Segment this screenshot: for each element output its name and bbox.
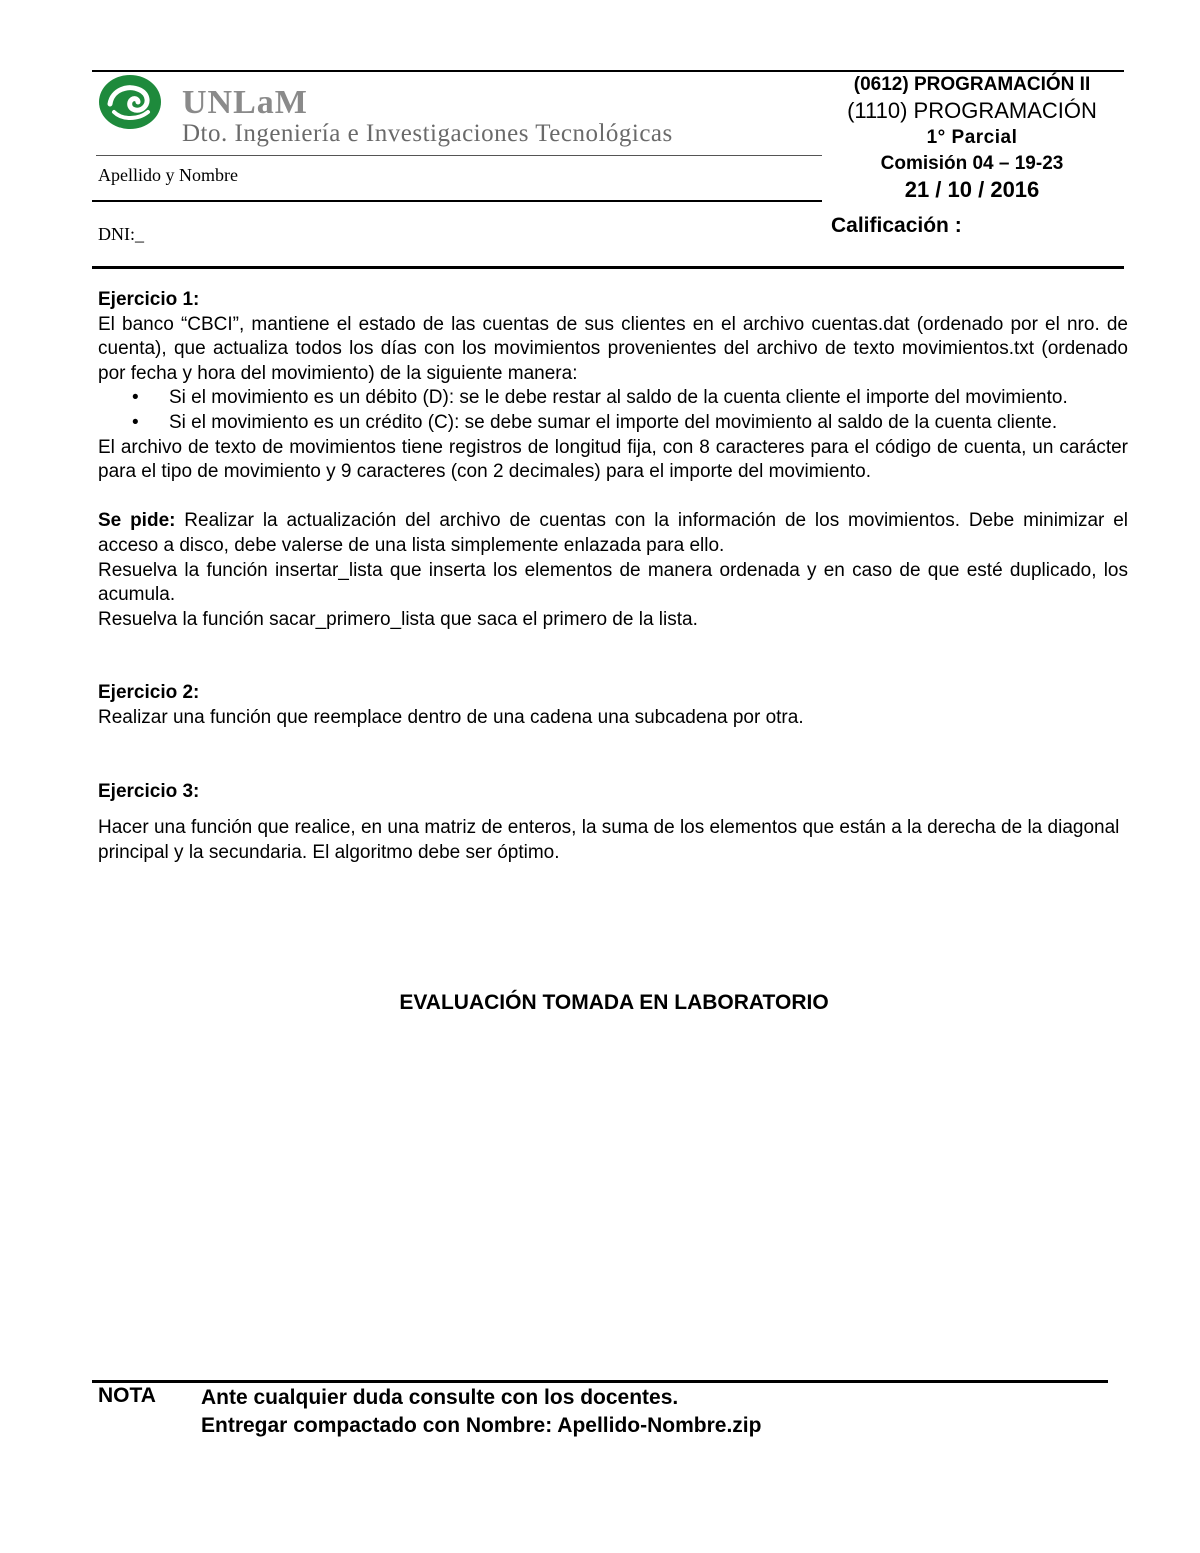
unlam-logo-icon (98, 74, 162, 130)
bullet-icon: • (132, 411, 139, 433)
header-bottom-rule (92, 266, 1124, 269)
se-pide-text: Realizar la actualización del archivo de cuentas con la información de los movimientos. Debe minimizar el acceso a disco, debe valerse de una lista simplemente enlazada para ello. (98, 510, 1128, 556)
exercise-1-insertar: Resuelva la función insertar_lista que inserta los elementos de manera ordenada y en caso de que esté duplicado, los acumula. (98, 559, 1128, 606)
department-name: Dto. Ingeniería e Investigaciones Tecnológicas (182, 120, 673, 147)
exercise-1-sacar: Resuelva la función sacar_primero_lista que saca el primero de la lista. (98, 608, 698, 630)
list-item (98, 411, 1128, 436)
exam-content (98, 288, 1128, 865)
list-item (98, 386, 1128, 411)
exercise-2-heading: Ejercicio 2: (98, 682, 200, 704)
bullet-icon: • (132, 387, 139, 409)
nota-text (201, 1384, 761, 1440)
course-info (822, 73, 1122, 203)
bullet-text: Si el movimiento es un débito (D): se le debe restar al saldo de la cuenta cliente el importe del movimiento. (169, 387, 1068, 409)
commission: Comisión 04 – 19-23 (880, 153, 1064, 174)
footer-rule (92, 1380, 1108, 1383)
apellido-rule (92, 200, 822, 202)
apellido-label: Apellido y Nombre (98, 165, 238, 185)
dni-label: DNI:_ (98, 224, 144, 244)
exercise-1-heading: Ejercicio 1: (98, 289, 200, 310)
exercise-3-heading: Ejercicio 3: (98, 780, 200, 802)
exercise-1-format: El archivo de texto de movimientos tiene registros de longitud fija, con 8 caracteres para el código de cuenta, un carácter para el tipo de movimiento y 9 caracteres (con 2 decimales) para el importe del movimiento. (98, 436, 1128, 483)
nota-label: NOTA (98, 1384, 156, 1407)
calificacion-label: Calificación : (831, 214, 962, 237)
logo-underline-rule (96, 155, 822, 156)
evaluation-note: EVALUACIÓN TOMADA EN LABORATORIO (399, 991, 829, 1014)
nota-line-1: Ante cualquier duda consulte con los docentes. (201, 1386, 679, 1409)
exercise-2-text: Realizar una función que reemplace dentro de una cadena una subcadena por otra. (98, 706, 804, 728)
exam-date: 21 / 10 / 2016 (904, 177, 1040, 202)
exercise-1-intro: El banco “CBCI”, mantiene el estado de las cuentas de sus clientes en el archivo cuentas.dat (ordenado por el nro. de cuenta), que actualiza todos los días con los movimientos provenientes del archivo de texto movimientos.txt (ordenado por fecha y hora del movimiento) de la siguiente manera: (98, 313, 1128, 384)
header-top-rule (92, 70, 1124, 72)
exercise-1-se-pide (98, 509, 1128, 558)
exercise-1-bullets (98, 386, 1128, 435)
nota-line-2: Entregar compactado con Nombre: Apellido-Nombre.zip (201, 1414, 762, 1437)
course-line-2: (1110) PROGRAMACIÓN (847, 98, 1097, 123)
logo-wordmark: UNLaM (182, 84, 308, 121)
se-pide-label: Se pide: (98, 510, 176, 532)
course-line-1: (0612) PROGRAMACIÓN II (853, 74, 1091, 95)
exercise-3-text: Hacer una función que realice, en una matriz de enteros, la suma de los elementos que están a la derecha de la diagonal principal y la secundaria. El algoritmo debe ser óptimo. (98, 817, 1120, 863)
bullet-text: Si el movimiento es un crédito (C): se debe sumar el importe del movimiento al saldo de la cuenta cliente. (169, 411, 1058, 433)
exam-type: 1° Parcial (926, 127, 1018, 148)
